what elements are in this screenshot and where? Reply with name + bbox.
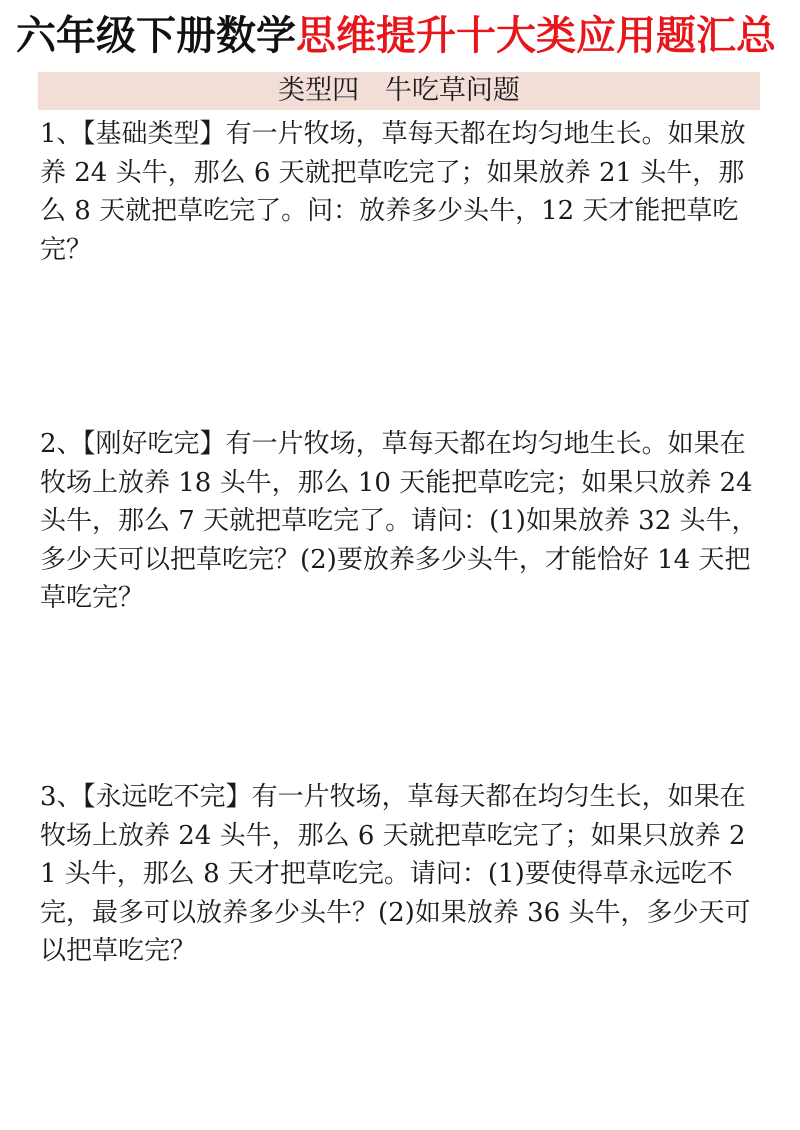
problem-1-tag: 【基础类型】 [82,119,226,149]
problem-1-number: 1、 [40,119,83,149]
problem-3-text: 有一片牧场，草每天都在均匀生长，如果在牧场上放养 24 头牛，那么 6 天就把草吃完了；如果只放养 21 头牛，那么 8 天才把草吃完。请问：(1)要使得草永远吃不完，最多可以放养多少头牛？(2)如果放养 36 头牛，多少天可以把草吃完？ [40,782,751,966]
problem-3 [40,778,762,971]
problem-1-text: 有一片牧场，草每天都在均匀地生长。如果放养 24 头牛，那么 6 天就把草吃完了；如果放养 21 头牛，那么 8 天就把草吃完了。问：放养多少头牛，12 天才能把草吃完？ [40,119,746,265]
title-red-part: 思维提升十大类应用题汇总 [296,13,776,59]
title-black-part: 六年级下册数学 [16,13,296,59]
problem-3-tag: 【永远吃不完】 [82,782,252,812]
section-heading: 类型四 牛吃草问题 [278,75,520,106]
problem-3-number: 3、 [40,782,83,812]
problem-1 [40,115,762,269]
problem-2-tag: 【刚好吃完】 [82,429,226,459]
problem-2-number: 2、 [40,429,83,459]
problem-2-text: 有一片牧场，草每天都在均匀地生长。如果在牧场上放养 18 头牛，那么 10 天能把草吃完；如果只放养 24 头牛，那么 7 天就把草吃完了。请问：(1)如果放养 32 头牛，多少天可以把草吃完？(2)要放养多少头牛，才能恰好 14 天把草吃完？ [40,429,758,613]
page-title [16,10,786,62]
problem-2 [40,425,762,618]
